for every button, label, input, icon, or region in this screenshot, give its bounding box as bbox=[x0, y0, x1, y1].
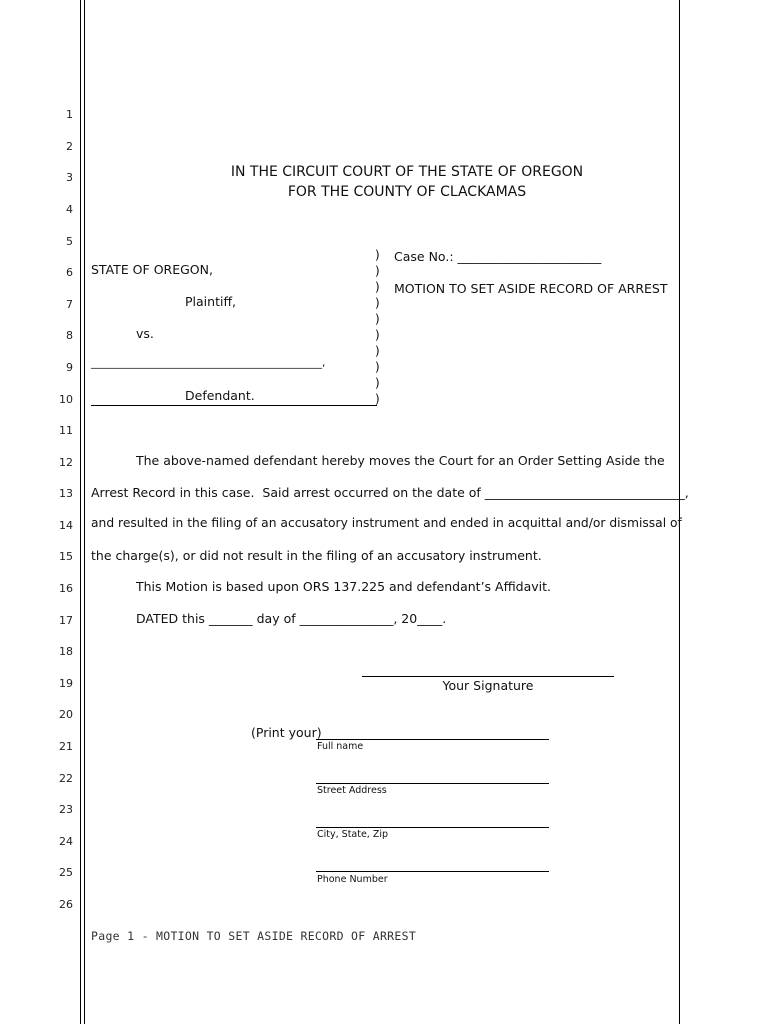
line-number: 15 bbox=[59, 550, 73, 563]
motion-paragraph-line3: and resulted in the filing of an accusatory instrument and ended in acquittal and/or dismissal of bbox=[91, 516, 682, 530]
case-number-field: Case No.: _______________________ bbox=[394, 249, 602, 264]
caption-paren: ) bbox=[375, 328, 380, 342]
street-address-label: Street Address bbox=[317, 785, 387, 796]
left-border-outer bbox=[80, 0, 81, 1024]
caption-paren: ) bbox=[375, 280, 380, 294]
line-number: 16 bbox=[59, 582, 73, 595]
signature-line bbox=[362, 676, 614, 677]
print-name-prefix: (Print your) bbox=[251, 725, 322, 740]
line-number: 9 bbox=[66, 361, 73, 374]
line-number: 25 bbox=[59, 866, 73, 879]
dated-line: DATED this _______ day of _______________, 20____. bbox=[136, 611, 447, 626]
court-title-line2: FOR THE COUNTY OF CLACKAMAS bbox=[287, 184, 527, 200]
caption-paren: ) bbox=[375, 376, 380, 390]
line-number: 3 bbox=[66, 171, 73, 184]
line-number: 6 bbox=[66, 266, 73, 279]
line-number: 14 bbox=[59, 519, 73, 532]
phone-number-line bbox=[316, 871, 549, 872]
caption-paren: ) bbox=[375, 360, 380, 374]
line-number: 12 bbox=[59, 456, 73, 469]
right-border bbox=[679, 0, 680, 1024]
line-number: 5 bbox=[66, 235, 73, 248]
caption-paren: ) bbox=[375, 296, 380, 310]
line-number: 19 bbox=[59, 677, 73, 690]
phone-number-label: Phone Number bbox=[317, 874, 388, 885]
line-number: 26 bbox=[59, 898, 73, 911]
caption-paren: ) bbox=[375, 312, 380, 326]
court-title-line1: IN THE CIRCUIT COURT OF THE STATE OF OREGON bbox=[230, 164, 584, 180]
motion-paragraph-line2: Arrest Record in this case. Said arrest occurred on the date of ________________________________, bbox=[91, 485, 689, 500]
line-number: 1 bbox=[66, 108, 73, 121]
signature-label: Your Signature bbox=[442, 678, 534, 693]
caption-paren: ) bbox=[375, 344, 380, 358]
line-number: 4 bbox=[66, 203, 73, 216]
line-number: 22 bbox=[59, 772, 73, 785]
motion-basis-paragraph: This Motion is based upon ORS 137.225 and defendant’s Affidavit. bbox=[136, 579, 552, 594]
full-name-line bbox=[316, 739, 549, 740]
defendant-label: Defendant. bbox=[185, 388, 255, 403]
line-number: 18 bbox=[59, 645, 73, 658]
line-number: 23 bbox=[59, 803, 73, 816]
line-number: 17 bbox=[59, 614, 73, 627]
line-number: 7 bbox=[66, 298, 73, 311]
line-number: 24 bbox=[59, 835, 73, 848]
line-number: 11 bbox=[59, 424, 73, 437]
city-state-zip-line bbox=[316, 827, 549, 828]
plaintiff-name: STATE OF OREGON, bbox=[91, 262, 213, 277]
line-number: 20 bbox=[59, 708, 73, 721]
motion-paragraph-line4: the charge(s), or did not result in the filing of an accusatory instrument. bbox=[91, 548, 542, 563]
caption-paren: ) bbox=[375, 264, 380, 278]
left-border-inner bbox=[84, 0, 85, 1024]
caption-bottom-rule bbox=[91, 405, 377, 406]
caption-paren: ) bbox=[375, 248, 380, 262]
full-name-label: Full name bbox=[317, 741, 364, 752]
document-title: MOTION TO SET ASIDE RECORD OF ARREST bbox=[394, 281, 668, 296]
page-footer: Page 1 - MOTION TO SET ASIDE RECORD OF ARREST bbox=[91, 929, 417, 943]
line-number: 8 bbox=[66, 329, 73, 342]
line-number: 2 bbox=[66, 140, 73, 153]
defendant-name-blank: ____________________________________________, bbox=[91, 357, 326, 369]
plaintiff-label: Plaintiff, bbox=[185, 294, 237, 309]
motion-paragraph-line1: The above-named defendant hereby moves the Court for an Order Setting Aside the bbox=[136, 453, 665, 468]
city-state-zip-label: City, State, Zip bbox=[317, 829, 389, 840]
line-number: 13 bbox=[59, 487, 73, 500]
versus-label: vs. bbox=[136, 326, 154, 341]
caption-paren: ) bbox=[375, 392, 380, 406]
line-number: 21 bbox=[59, 740, 73, 753]
street-address-line bbox=[316, 783, 549, 784]
line-number: 10 bbox=[59, 393, 73, 406]
